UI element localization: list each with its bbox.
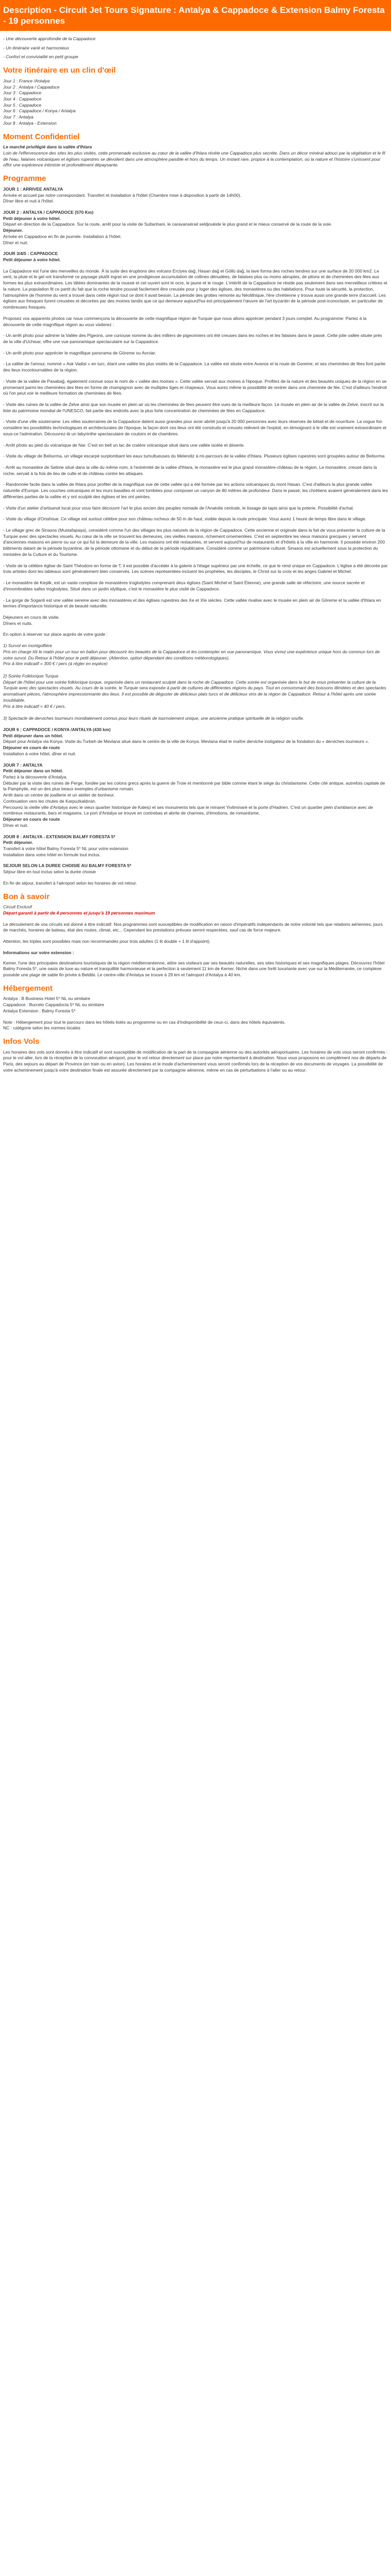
- heb-lines: [3, 996, 388, 1014]
- itinerary-item: Jour 1 : France /Antalya: [3, 78, 50, 83]
- options-intro: En option à réserver sur place auprès de votre guide :: [3, 632, 108, 637]
- day1-block: [3, 187, 388, 205]
- proposal-paragraph: Proposez vos apparents photos car nous commençons la découverte de cette magnifique région de Turquie que nous allons apprécier pendant 3 jours complet. Au programme: Partez à la découverte de cette magnifique région au vous visiterez :: [3, 315, 367, 327]
- bon-lines: [3, 904, 388, 916]
- day-line: Transfert à votre hôtel Balmy Foresta 5* NL pour votre extension: [3, 845, 128, 851]
- bon-departure: Départ garanti à partir de 4 personnes et jusqu'à 19 personnes maximum: [3, 910, 155, 916]
- day-line: Déjeuner.: [3, 228, 23, 233]
- visits-list: [0, 333, 391, 609]
- extension-block: [3, 950, 388, 978]
- option-text: Pris en charge tôt le matin pour un tour en ballon pour découvrir les beautés de la Cappadoce et les contempler en vue panoramique. Vous vivrez une expérience unique hors du commun lors de votre survol. Du Retour à l'hôtel pour le petit déjeuner. (Attention, option dépendant des conditions météorologiques).: [3, 649, 380, 660]
- confidentiel-block: [3, 144, 388, 168]
- extension-title: Informations sur votre extension :: [3, 950, 74, 955]
- intro-item: - Une découverte approfondie de la Cappadoce: [3, 36, 96, 41]
- day-line: Continuation vers les chutes de Karpuzkaldıran.: [3, 798, 96, 804]
- extension-text: Kemer, l'une des principales destinations touristiques de la région méditerranéenne, attire ses visiteurs par ses beautés naturelles, ses sites historiques et ses magnifiques plages. Découvrez l'hôtel Balmy Foresta 5*, une oasis de luxe au nature et tranquillité harmonieuse et la perfection à seulement 11 km de Kemer. Niché dans une forêt luxuriante avec vue sur la Méditerranée, ce complexe possède une plage de sable fin privée à Beldibi. Le centre-ville d'Antalya se trouve à 29 km et l'aéroport d'Antalya à 40 km.: [3, 960, 385, 977]
- heb-line: Antalya Extension : Balmy Foresta 5*: [3, 1008, 76, 1013]
- itinerary-item: Jour 3 : Cappadoce: [3, 90, 42, 96]
- option-text: 3) Spectacle de derviches tourneurs mondialement connus pour leurs rituels de tournoiement unique, une ancienne pratique spirituelle de la religion soufie.: [3, 716, 304, 721]
- day-line: Installation dans votre hôtel en formule tout inclus.: [3, 852, 101, 857]
- options-block: [3, 632, 388, 722]
- visit-item: - Visite du village d'Ortahisar. Ce village est surtout célèbre pour son château rocheux de 50 m de haut, visible depuis la route principale. Vous aurez 1 heure de temps libre dans le village.: [3, 516, 367, 522]
- day-line: Débuter par la visite des ruines de Perge, fondée par les colons grecs après la guerre de Troie et mentionné par bible comme étant le siège du christianisme. Cette cité antique, autrefois capitale de la Pamphylie, est un des plus beaux exemples d'urbanisme romain.: [3, 780, 385, 792]
- option-price: Prix à titre indicatif = 40 € / pers.: [3, 703, 66, 709]
- heb-heading: Hébergement: [3, 984, 53, 993]
- itinerary-item: Jour 7 : Antalya: [3, 114, 34, 120]
- page-title: Description - Circuit Jet Tours Signature : Antalya & Cappadoce & Extension Balmy Foresta - 19 personnes: [0, 0, 391, 31]
- day-line: Partez à la découverte d'Antalya.: [3, 774, 68, 780]
- heb-line: Cappadoce : Burcelo Cappadocia 5* NL ou similaire: [3, 1002, 104, 1008]
- itinerary-item: Jour 8 : Antalya - Extension: [3, 120, 57, 126]
- visit-item: - Visite d'un atelier d'artisanat local pour vous faire découvrir l'art le plus ancien des peuples nomade de l'Anatolie centrale, le tissage de tapis ainsi que la poterie. Possibilité d'achat.: [3, 505, 354, 511]
- itinerary-item: Jour 4 : Cappadoce: [3, 96, 42, 101]
- infos-paragraph: Les horaires des vols sont donnés à titre indicatif et sont susceptible de modification de la part de la compagnie aérienne ou des autorités aéroportuaires. Les horaires de vols vous seront confirmés : pour le vol aller, lors de la réception de la convocation aéroport, pour le vol retour directement sur place par notre représentant à destination. Nous vous proposons en complément nos de départs de Paris, des sejours au départ de Province (en train ou en avion). Les horaires et le mode d'acheminement vous seront confirmés lors de la réception de vos documents de voyages. La possibilité de votre acheminement jusqu'à votre destination finale est assurée directement par la compagnie aérienne, même en cas de perturbations à l'aller ou au retour.: [3, 1049, 388, 1073]
- intro-item: - Confort et convivialité en petit groupe: [3, 54, 78, 60]
- confidentiel-text: Loin de l'effervescence des sites les plus visités, cette promenade exclusive au cœur de la vallée d'Ihlara révèle une Cappadoce plus secrète. Dans un décor minéral adouci par la végétation et le fil de l'eau, falaises volcaniques et églises rupestres se dévoilent dans une atmosphère paisible et hors du temps. Un instant rare, propice à la contemplation, où la nature et l'histoire s'unissent pour offrir une expérience intimiste et profondément dépaysante.: [3, 150, 385, 168]
- day-line: Petit déjeuner à votre hôtel.: [3, 257, 61, 263]
- visit-item: - La gorge de Soganli est une vallée sereine avec des monastères et des églises rupestres des Xe et XIe siècles. Cette vallée rivalise avec le musée en plein air de Göreme et la vallée d'Ihlara en termes d'importance historique et de beauté naturelle.: [3, 597, 381, 609]
- day-line: Dîner et nuit.: [3, 240, 28, 245]
- visit-item: - La vallée de l'amour, nommé « Ask Vadisi » en turc, étant une vallée les plus visités de la Cappadoce. La vallée est située entre Avanos et la route de Goreme, et ses cheminées de fées font partie des lieux incontournables de la région.: [3, 361, 386, 373]
- day-title: JOUR 2 : ANTALYA / CAPPADOCE (570 Km): [3, 210, 94, 215]
- bon-line: Circuit Exclusif: [3, 904, 32, 910]
- visit-item: - Le village grec de Sinasos (Mustafapaşa), considéré comme l'un des villages les plus naturels de la région de Cappadoce. Cette ancienne et originale dans la fait de vous présenter la culture de la Turquie avec des spectacles visuels. Au cœur de la ville se trouvent les demeures, ces vieilles maisons, richement ornementées. C'est en septembre les vieux maisons grecques y servent d'anciennes maisons en pierre ou sur ce qui fut la demeure de la ville. Les maisons ont été restaurées, et servent aujourd'hui de restaurants et d'hôtels à la ville en harmonie. Il possède environ 200 bâtiments datant de la période byzantine, de la période ottomane et du début de la période républicaine. Considéré comme un patrimoine culturel. Sinasos est actuellement sous la protection du ministère de la Culture et du Tourisme.: [3, 528, 385, 557]
- day-line: Dîners et nuits.: [3, 620, 33, 626]
- visit-item: - Visite de la vallée de Pasabağ, également connue sous le nom de « vallée des moines ». Cette vallée servait aux moines à l'époque. Profitez de la nature et des beautés uniques de la région en se promenant parmi les cheminées des fées en forme de champignon avec de multiples tiges et chapeaux. Vous aurez même la possibilité de rentrer dans une cheminée de fée. C'est d'ailleurs l'endroit où l'on peut voir le meilleure formation de cheminées de fées.: [3, 378, 387, 396]
- day-line: Dîner libre et nuit à l'hôtel.: [3, 198, 54, 204]
- day8-stay: [3, 863, 388, 875]
- cappadoce-paragraph: La Cappadoce est l'une des merveilles du monde. À la suite des éruptions des volcans Erciyes dağ, Hasan dağ et Göllü dağ, la lave forma des roches tendres sur une surface de 20 000 km2. Le vent, la pluie et le gel ont transformé ce paysage plutôt ingrat en une prodigieuse accumulation de collines dénudées, de falaises plus ou moins abruptes, de pitons et de cheminées des fées aux formes les plus extraordinaires. Les tâtées dominantes de la roussé et cet ouvert sont le ocre, le jaune et le rouge. L'intérêt de la Cappadoce ne réside pas seulement dans ses merveilleux critères et la nature. La population fit ce partit du fait que la roche tendre pouvait facilement être creusée pour y loger des églises, des monastères ou des habitations. Pour toute la sécurité, la protection, l'atmosphère de l'homme du vent a trouvé dans cette région tout ce dont il avait besoin. La période des grottes remonte au Néolithique, l'ère chrétienne y trouva aussi une grande terre d'accueil. Les églises aux fresques furent creusées et décorées par des moines tandis que ce qui demeure aujourd'hui est principalement l'œuvre de l'art byzantin de la période post-iconoclaste, en particulier de nombreuses fresques.: [3, 268, 387, 310]
- visit-item: - Visite des ruines de la vallée de Zelve ainsi que son musée en plein air où les cheminées de fées peuvent être vues de la meilleure façon. Le musée en plein air de la vallée de Zelve, inscrit sur la liste du patrimoine mondial de l'UNESCO, fait partie des endroits avec la plus forte concentration de cheminées de fées en Cappadoce.: [3, 401, 384, 413]
- confidentiel-subtitle: Le marché privilégié dans la vallée d'Ihlara: [3, 144, 92, 150]
- day-title: JOUR 7 : ANTALYA: [3, 762, 43, 768]
- day-line: Départ en direction de la Cappadoce. Sur la route, arrêt pour la visite de Sultanhani, le caravansérail seldjoukide le plus grand et le mieux conservé de la route de la soie.: [3, 222, 332, 227]
- visit-item: - Visite du village de Belisırma, un village escarpé surplombant les eaux tumultueuses du Melendiz à mi-parcours de la vallée d'Ihlara. Plusieurs églises rupestres sont groupées autour de Belisırma: [3, 453, 385, 459]
- intro-item: - Un itinéraire varié et harmonieux: [3, 45, 70, 50]
- day-title: JOUR 1 : ARRIVEE ANTALYA: [3, 186, 63, 192]
- visit-item: - Visite d'une ville souterraine: Les villes souterraines de la Cappadoce datent aussi grandes pour avoir abrité jusqu'à 20 000 personnes avec leurs réserves de bétail et de nourriture. La vogue fon considère les possibilités technologiques et architecturales de l'époque, la façon dont ces lieux ont été construits et creusés relèvent de l'exploit, en témoignant à le ville est vraiment extraordinaire et sous-ce l'admiration. Découvrez-là un labyrinthe spectaculaire de couloirs et de chambres.: [3, 419, 387, 436]
- programme-heading: Programme: [3, 174, 46, 183]
- day2-block: [3, 210, 388, 246]
- day-line: Déjeuner en cours de route: [3, 817, 60, 822]
- heb-line: Antalya : B Business Hotel 5* NL ou similaire: [3, 996, 90, 1002]
- day-line: Petit déjeuner dans un hôtel.: [3, 768, 63, 774]
- day-line: Petit déjeuner à votre hôtel.: [3, 215, 61, 221]
- day6-block: [3, 727, 388, 757]
- itinerary-list: [3, 78, 388, 127]
- day7-block: [3, 762, 388, 829]
- visit-item: - Randonnée facile dans la vallée de Ihlara pour profiter de la magnifique vue de cette vallée qui a été formée par les actions volcaniques du mont Hasan. C'est d'ailleurs la plus grande vallée naturelle d'Europe. Les couches volcaniques et les murs basaltes et vont tombées pour composer un canyon de 80 mètres de profondeur. Dans le passé, les chrétiens avaient généralement dans les différentes parties de la vallée et y ont sculpté des églises et les ont peintes.: [3, 482, 388, 499]
- day-title: JOUR 3/4/5 : CAPPADOCE: [3, 251, 58, 257]
- visit-item: - Arrêt au monastère de Selime situé dans la ville du même nom, à l'extrémité de la vallée d'Ihlara, le monastère est le plus grand monastère-château de la région. Le monastère, creusé dans la roche, servait à la fois de lieu de culte et de château contre les attaques.: [3, 465, 377, 476]
- itinerary-item: Jour 6 : Cappadoce / Konya / Antalya: [3, 108, 76, 114]
- bon-paragraph: Attention, les triples sont possibles mais non recommandés pour trois adultes (1 lit double + 1 lit d'appoint).: [3, 939, 211, 944]
- day-line: Petit déjeuner.: [3, 840, 34, 845]
- day8-block: [3, 834, 388, 858]
- cappadoce-end: [3, 615, 388, 626]
- day-line: Déjeuners en cours de visite.: [3, 614, 60, 620]
- heb-nl: NC : catégorie selon les normes locales: [3, 1025, 80, 1031]
- day-line: Déjeuner en cours de route: [3, 745, 60, 751]
- visit-item: - Un arrêt photo pour apprécier le magnifique panorama de Göreme ou Avcılar.: [3, 350, 156, 355]
- visit-item: - Arrêt photo au pied du volcanique de Nar. C'est en bell un lac de cratère volcanique situé dans une vallée isolée et déserte.: [3, 442, 245, 448]
- itinerary-item: Jour 5 : Cappadoce: [3, 102, 42, 108]
- day-line: Séjour libre en tout inclus selon la durée choisie: [3, 869, 96, 875]
- option-text: Départ de l'hôtel pour une soirée folklorique turque, organisée dans un restaurant sculpté dans la roche de Cappadoce. Cette soirée est organisée dans le but de vous présenter la culture de la Turquie avec des spectacles visuels. Au cours de la soirée, le Turquie sera exposée à partir de cultures de différentes régions du pays. Tout en consommant des boissons illimitées et des spectacles aromatisant pièces, l'atmosphère impressionnante des lieux. Il est possible de déguster de délicieux plats turcs et de délicieux vins de la région de Cappadoce. Retour à l'hôtel après une soirée inoubliable.: [3, 679, 386, 703]
- bon-paragraph: Le déroulement de vos circuits est donné à titre indicatif. Nos programmes sont susceptibles de modification en raison d'impératifs indépendants de notre volonté tels que relations aériennes, jours de marchés, horaires de bateau, état des routes, climat, etc... Cependant les prestations prévues seront respectées, sauf cas de force majeure.: [3, 921, 383, 933]
- intro-list: [3, 36, 388, 60]
- option-price: Prix à titre indicatif = 300 € / pers (à régler en espèce): [3, 661, 108, 667]
- day-title: JOUR 8 : ANTALYA - EXTENSION BALMY FORESTA 5*: [3, 834, 116, 839]
- day-title: JOUR 6 : CAPPADOCE / KONYA /ANTALYA (430 km): [3, 727, 111, 732]
- itinerary-item: Jour 2 : Antalya / Cappadoce: [3, 84, 60, 90]
- infos-heading: Infos Vols: [3, 1037, 40, 1046]
- visit-item: - Un arrêt photo pour admirer la Vallée des Pigeons, une curiouse nomme du des milliers de pigeonniers ont été creuses dans les roches et les falaises dans le passé. Cette jolie vallée située près de la ville d'Uchisar, offre une vue panoramique spectaculaire sur la Cappadoce.: [3, 333, 382, 344]
- day-line: Départ pour Antalya via Konya. Visite du Turbeh de Mevlana situé dans le centre de la ville de Konya. Mevlana était le maître derviche instigateur de la fondation du « derviches tourneurs ».: [3, 739, 369, 744]
- bon-heading: Bon à savoir: [3, 892, 50, 901]
- itinerary-heading: Votre itinéraire en un clin d'œil: [3, 66, 116, 75]
- day-line: Arrêt dans un centre de joaillerie et un atelier de bonheur.: [3, 792, 115, 798]
- option-title: 2) Soirée Folklorique Turque: [3, 673, 59, 679]
- day-title: SEJOUR SELON LA DUREE CHOISIE AU BALMY FORESTA 5*: [3, 863, 132, 869]
- day-line: Arrivée en Cappadoce en fin de journée. Installation à l'hôtel.: [3, 233, 122, 239]
- day-line: Dîner et nuit.: [3, 822, 28, 828]
- day-line: Arrivée et accueil par notre correspondant. Transfert et installation à l'hôtel (Chambre mise à disposition à partir de 14h00).: [3, 192, 241, 198]
- day-line: Percourez la vieille ville d'Antalya avec le vieux quartier historique de Kaleiçi et ses monuments tels que le minaret Yivliminaré et la porte d'Hadrien. C'est un quartier plein d'ambiance avec de nombreux restaurants, bars et magasins. Le port d'Antalya se trouve en contrebas et abrite de charmes, d'émotions, de romantisme.: [3, 804, 373, 816]
- heb-note-text: Note : Hébergement pour tout le parcours dans les hôtels listés au programme ou en cas d'indisponibilité de ceux-ci, dans des hôtels équivalents.: [3, 1019, 286, 1025]
- visit-item: - Le monastère de Keşlik, est un vaste complexe de monastères troglodytes comprenant deux églises (Saint Michel et Saint Étienne), une grande salle de réfectoire, une source sacrée et d'innombrables salles troglodytes. Situé dans un jardin idyllique, c'est le monastère le plus visité de Cappadoce.: [3, 580, 365, 591]
- confidentiel-heading: Moment Confidentiel: [3, 132, 80, 141]
- day-line: Installation à votre hôtel, dîner et nuit.: [3, 751, 76, 756]
- day345-block: [3, 251, 388, 263]
- visit-item: - Visite de la célèbre église de Saint Théodore en forme de T, il est possible d'accéder à la galerie à l'étage supérieur par une échelle, ce que le rend unique en Cappadoce. L'église a été décorée par trois artistes dont les tableaux sont généralement bien conservés. Les scènes représentées incluent les prophètes, les disciples, le Christ sur la croix et les anges Gabriel et Michel.: [3, 563, 388, 574]
- option-title: 1) Survol en montgolfière: [3, 643, 52, 649]
- heb-note: [3, 1020, 388, 1031]
- day8-end: En fin de séjour, transfert à l'aéroport selon les horaires de vol retour.: [3, 880, 137, 886]
- day-line: Petit déjeuner dans un hôtel.: [3, 733, 63, 738]
